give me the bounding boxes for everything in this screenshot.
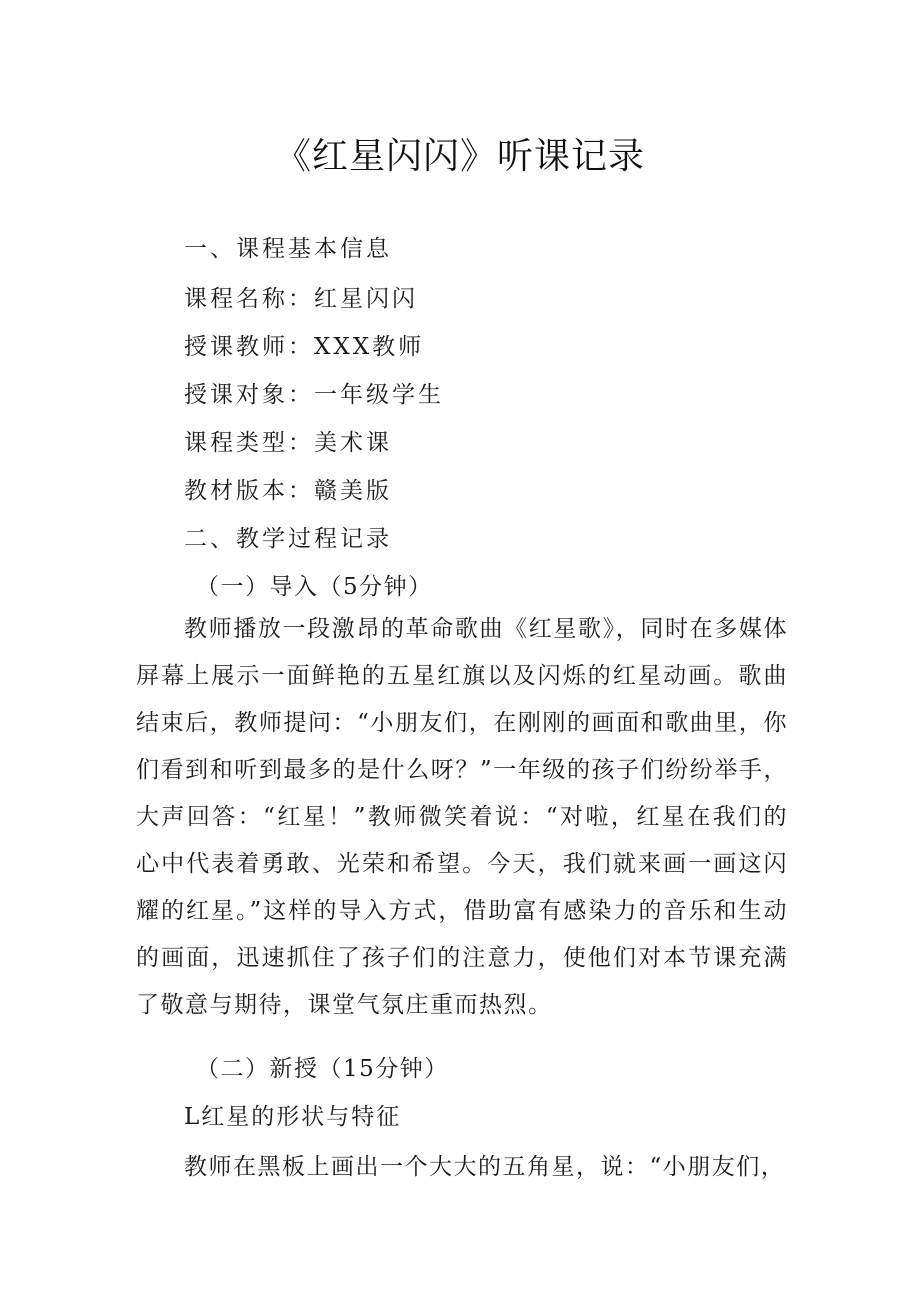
info-textbook-version: 教材版本：赣美版 [184, 478, 392, 504]
info-course-name: 课程名称：红星闪闪 [184, 286, 418, 312]
info-teacher: 授课教师：XXX教师 [184, 334, 425, 360]
intro-paragraph: 教师播放一段激昂的革命歌曲《红星歌》，同时在多媒体屏幕上展示一面鲜艳的五星红旗以及闪烁的红星动画。歌曲结束后，教师提问：“小朋友们，在刚刚的画面和歌曲里，你们看到和听到最多的是什么呀？”一年级的孩子们纷纷举手，大声回答：“红星！”教师微笑着说：“对啦，红星在我们的心中代表着勇敢、光荣和希望。今天，我们就来画一画这闪耀的红星。”这样的导入方式，借助富有感染力的音乐和生动的画面，迅速抓住了孩子们的注意力，使他们对本节课充满了敬意与期待，课堂气氛庄重而热烈。 [136, 616, 788, 1018]
subsection-heading-new-lesson: （二）新授（15分钟） [196, 1056, 449, 1082]
star-shape-paragraph: 教师在黑板上画出一个大大的五角星，说：“小朋友们， [184, 1154, 786, 1180]
section-heading-teaching-process: 二、教学过程记录 [184, 526, 392, 552]
subsection-heading-intro: （一）导入（5分钟） [196, 574, 433, 600]
section-heading-course-info: 一、课程基本信息 [184, 236, 392, 262]
info-audience: 授课对象：一年级学生 [184, 382, 444, 408]
point-heading-star-shape: L红星的形状与特征 [184, 1104, 402, 1130]
document-title: 《红星闪闪》听课记录 [274, 136, 645, 177]
info-course-type: 课程类型：美术课 [184, 430, 392, 456]
